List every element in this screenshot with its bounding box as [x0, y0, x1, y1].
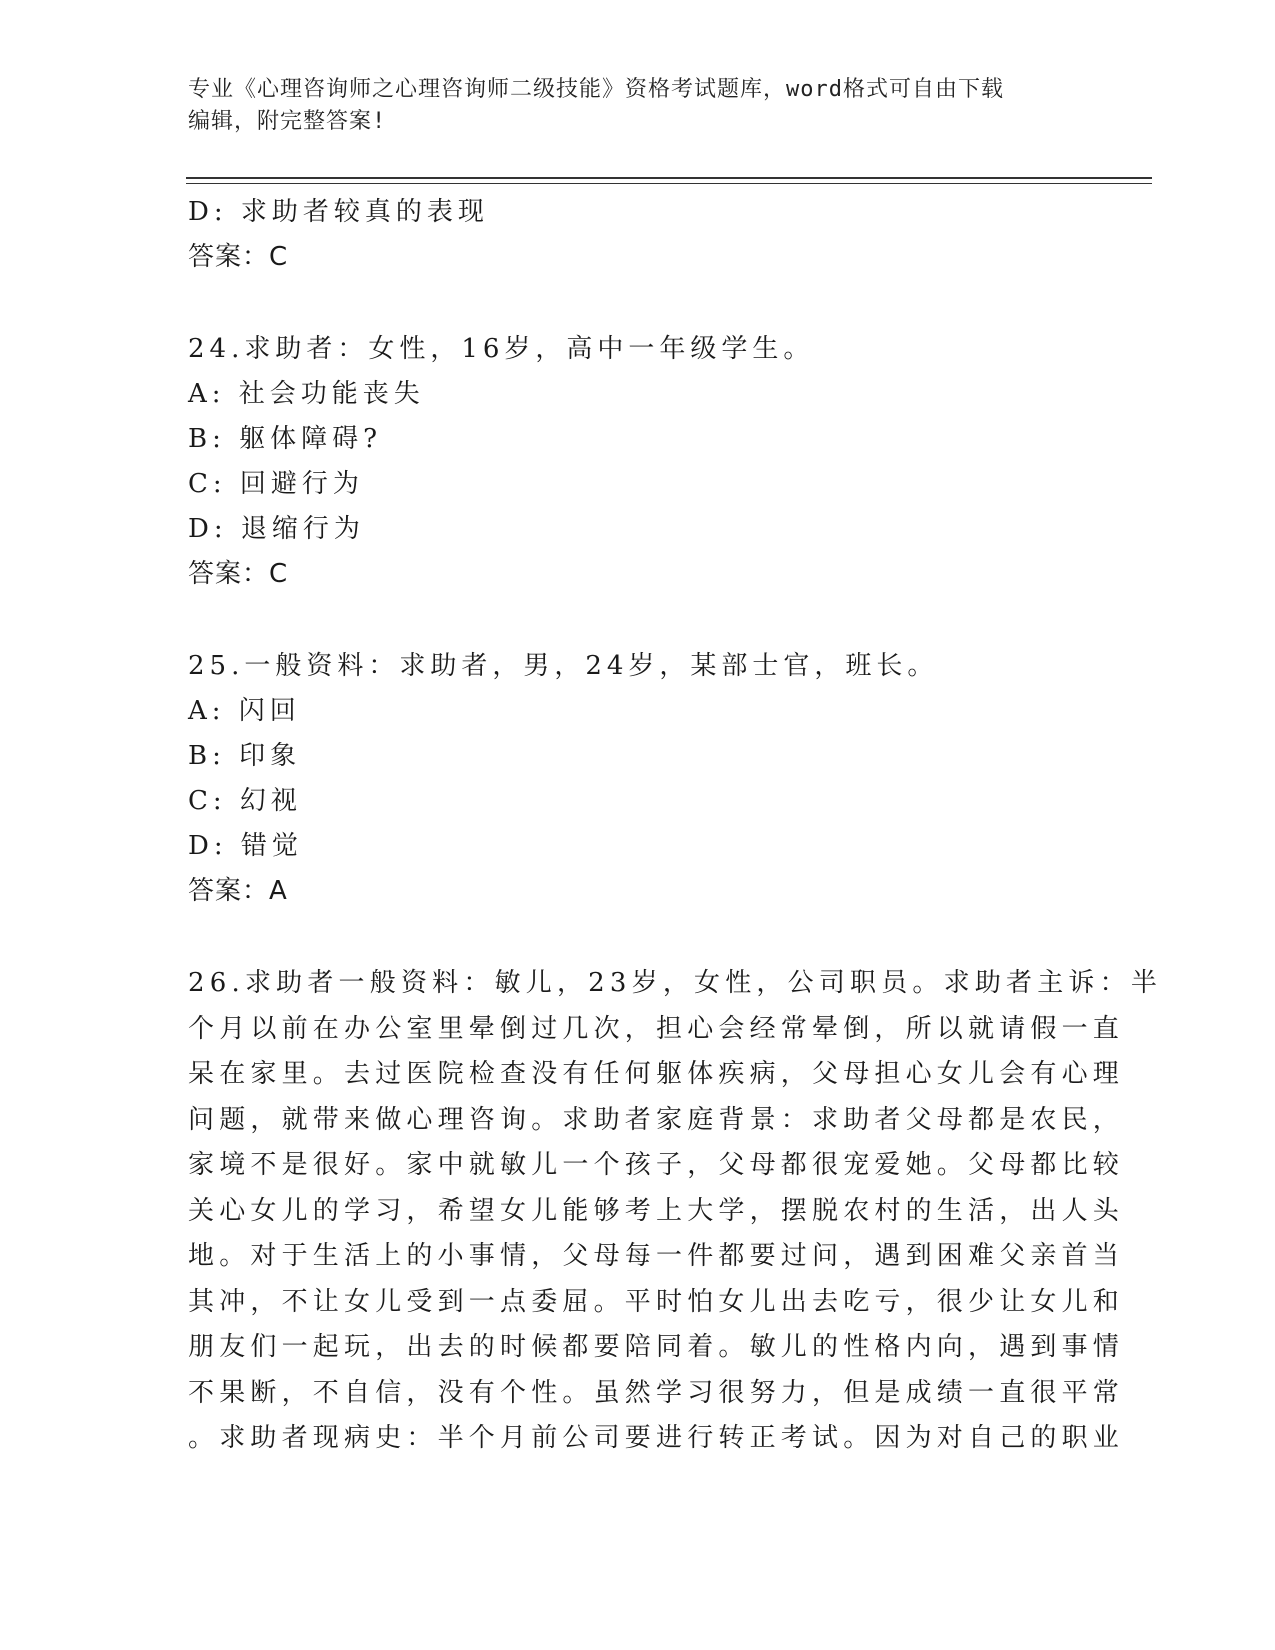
paragraph-line: 不果断，不自信，没有个性。虽然学习很努力，但是成绩一直很平常 [188, 1377, 1125, 1408]
question-24 [188, 327, 1088, 597]
option-b: B: 印象 [188, 741, 302, 771]
option-a: A: 闪回 [188, 696, 301, 726]
option-d: D: 求助者较真的表现 [188, 197, 489, 227]
option-d: D: 退缩行为 [188, 514, 365, 544]
header-divider-thin [186, 183, 1152, 184]
header-line-1: 专业《心理咨询师之心理咨询师二级技能》资格考试题库，word格式可自由下载 [188, 77, 1004, 102]
question-23-tail [188, 190, 1088, 280]
question-stem: 24.求助者：女性，16岁，高中一年级学生。 [188, 334, 815, 364]
header-line-2: 编辑，附完整答案! [188, 109, 387, 134]
paragraph-line: 呆在家里。去过医院检查没有任何躯体疾病，父母担心女儿会有心理 [188, 1059, 1125, 1089]
answer-line: 答案：C [188, 242, 289, 272]
paragraph-line: 其冲，不让女儿受到一点委屈。平时怕女儿出去吃亏，很少让女儿和 [188, 1286, 1125, 1317]
answer-line: 答案：C [188, 559, 289, 589]
question-25 [188, 644, 1088, 914]
paragraph-line: 。求助者现病史：半个月前公司要进行转正考试。因为对自己的职业 [188, 1423, 1125, 1453]
paragraph-line: 关心女儿的学习，希望女儿能够考上大学，摆脱农村的生活，出人头 [188, 1195, 1125, 1226]
option-c: C: 回避行为 [188, 469, 364, 499]
paragraph-line: 个月以前在办公室里晕倒过几次，担心会经常晕倒，所以就请假一直 [188, 1013, 1125, 1044]
option-d: D: 错觉 [188, 831, 303, 861]
paragraph-line: 家境不是很好。家中就敏儿一个孩子，父母都很宠爱她。父母都比较 [188, 1150, 1125, 1180]
paragraph-line: 问题，就带来做心理咨询。求助者家庭背景：求助者父母都是农民， [188, 1104, 1125, 1135]
question-26 [188, 961, 1163, 1462]
option-c: C: 幻视 [188, 786, 302, 816]
answer-line: 答案：A [188, 876, 288, 906]
question-stem: 25.一般资料：求助者，男，24岁，某部士官，班长。 [188, 651, 939, 681]
header-divider-thick [186, 177, 1152, 179]
paragraph-line: 地。对于生活上的小事情，父母每一件都要过问，遇到困难父亲首当 [188, 1241, 1125, 1271]
document-header [188, 74, 1088, 138]
option-b: B: 躯体障碍? [188, 424, 383, 454]
question-list [188, 190, 1163, 1462]
paragraph-line: 26.求助者一般资料：敏儿，23岁，女性，公司职员。求助者主诉：半 [188, 968, 1163, 998]
paragraph-line: 朋友们一起玩，出去的时候都要陪同着。敏儿的性格内向，遇到事情 [188, 1332, 1125, 1362]
option-a: A: 社会功能丧失 [188, 379, 425, 409]
